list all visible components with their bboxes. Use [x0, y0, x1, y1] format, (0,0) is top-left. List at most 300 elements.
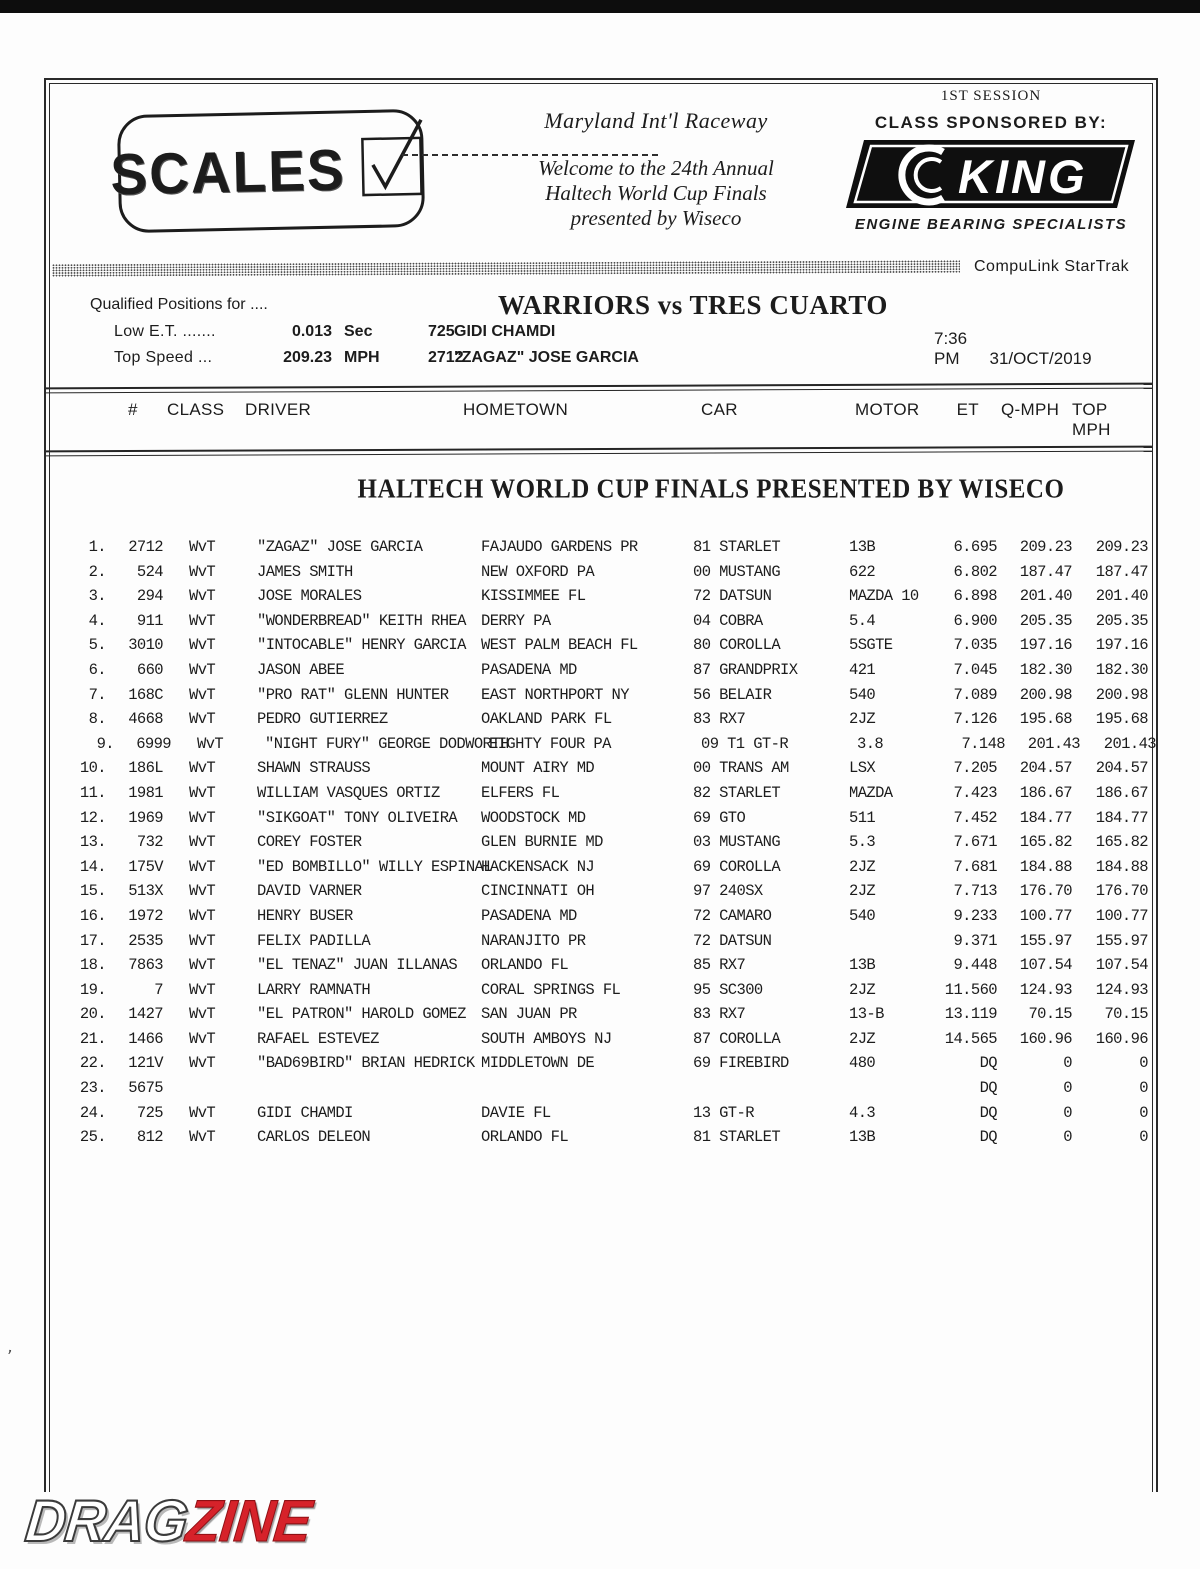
row-qmph: 155.97	[1019, 931, 1072, 950]
row-topmph: 0	[1139, 1128, 1148, 1147]
row-qmph: 200.98	[1019, 685, 1072, 704]
row-motor: 540	[849, 685, 876, 704]
timing-system-brand: CompuLink StarTrak	[974, 258, 1130, 275]
svg-text:KING: KING	[958, 150, 1088, 203]
row-class: WvT	[189, 882, 216, 901]
row-qmph: 195.68	[1019, 710, 1072, 729]
table-row	[56, 732, 1158, 757]
row-topmph: 160.96	[1095, 1029, 1148, 1048]
low-et-unit: Sec	[344, 323, 373, 340]
row-motor: 13B	[849, 956, 876, 975]
row-et: 7.671	[953, 833, 997, 852]
row-motor: 5.3	[849, 833, 876, 852]
row-car: 80 COROLLA	[693, 636, 781, 655]
col-header-motor: MOTOR	[855, 400, 920, 419]
row-et: 9.448	[953, 956, 997, 975]
table-row	[48, 855, 1150, 880]
row-car-number: 175V	[128, 857, 163, 876]
row-car: 87 COROLLA	[693, 1029, 781, 1048]
row-hometown: KISSIMMEE FL	[481, 587, 586, 606]
row-qmph: 160.96	[1019, 1029, 1072, 1048]
row-driver: "PRO RAT" GLENN HUNTER	[257, 685, 449, 704]
row-driver: "ZAGAZ" JOSE GARCIA	[257, 538, 423, 556]
row-car-number: 5675	[128, 1079, 163, 1098]
row-car: 00 TRANS AM	[693, 759, 789, 778]
row-motor: 5.4	[849, 611, 876, 630]
row-hometown: WEST PALM BEACH FL	[481, 636, 638, 655]
row-driver: PEDRO GUTIERREZ	[257, 710, 388, 729]
row-car: 03 MUSTANG	[693, 833, 781, 852]
row-position: 18.	[79, 956, 106, 975]
row-position: 20.	[79, 1005, 106, 1024]
table-row	[48, 584, 1150, 609]
row-topmph: 200.98	[1095, 685, 1148, 704]
row-driver: "SIKGOAT" TONY OLIVEIRA	[257, 808, 458, 827]
row-car-number: 4668	[128, 710, 163, 729]
row-et: DQ	[979, 1054, 997, 1073]
row-driver: LARRY RAMNATH	[257, 980, 371, 999]
row-car-number: 186L	[128, 759, 163, 778]
row-driver: JOSE MORALES	[257, 587, 362, 606]
row-class: WvT	[189, 1103, 216, 1122]
col-header-car: CAR	[701, 400, 738, 419]
row-motor: 13-B	[849, 1005, 884, 1024]
row-position: 3.	[88, 587, 106, 606]
table-row	[48, 806, 1150, 831]
row-qmph: 209.23	[1019, 538, 1072, 556]
dragzine-logo	[22, 1486, 314, 1554]
checkbox-checkmark-icon	[358, 117, 432, 203]
row-car: 95 SC300	[693, 980, 763, 999]
table-row	[48, 953, 1150, 978]
row-et: 6.695	[953, 538, 997, 556]
row-class: WvT	[189, 980, 216, 999]
row-topmph: 209.23	[1095, 538, 1148, 556]
row-car: 00 MUSTANG	[693, 562, 781, 581]
row-topmph: 197.16	[1095, 636, 1148, 655]
col-header-number: #	[128, 400, 138, 419]
row-driver: "NIGHT FURY" GEORGE DODWORTH	[265, 734, 509, 753]
table-row	[48, 1051, 1150, 1076]
row-et: 14.565	[944, 1029, 997, 1048]
row-car-number: 7863	[128, 956, 163, 975]
row-car: 72 DATSUN	[693, 931, 772, 950]
row-qmph: 184.77	[1019, 808, 1072, 827]
row-qmph: 70.15	[1028, 1005, 1072, 1024]
low-et-entry-number: 725	[428, 323, 455, 340]
row-qmph: 205.35	[1019, 611, 1072, 630]
row-driver: CARLOS DELEON	[257, 1128, 371, 1147]
row-position: 23.	[79, 1079, 106, 1098]
row-driver	[235, 1076, 479, 1101]
row-hometown: SAN JUAN PR	[481, 1005, 577, 1024]
row-position: 9.	[96, 734, 114, 753]
row-car: 09 T1 GT-R	[701, 734, 789, 753]
document-frame	[44, 78, 1158, 1492]
row-car-number: 294	[136, 587, 163, 606]
row-topmph: 182.30	[1095, 660, 1148, 679]
col-header-driver: DRIVER	[245, 400, 312, 419]
row-driver: JAMES SMITH	[257, 562, 353, 581]
table-row	[48, 633, 1150, 658]
table-row	[48, 781, 1150, 806]
row-car: 83 RX7	[693, 710, 746, 729]
row-position: 1.	[88, 538, 106, 556]
row-topmph: 204.57	[1095, 759, 1148, 778]
table-row	[48, 1101, 1150, 1126]
table-row	[48, 560, 1150, 585]
row-car-number: 1969	[128, 808, 163, 827]
sponsor-tagline: ENGINE BEARING SPECIALISTS	[854, 216, 1128, 233]
row-car: 87 GRANDPRIX	[693, 660, 798, 679]
table-row	[48, 1002, 1150, 1027]
welcome-line-1: Welcome to the 24th Annual	[538, 156, 774, 180]
table-row	[48, 904, 1150, 929]
table-row	[48, 879, 1150, 904]
row-hometown: SOUTH AMBOYS NJ	[481, 1029, 612, 1048]
row-class: WvT	[189, 759, 216, 778]
row-car	[677, 1076, 837, 1101]
row-topmph: 201.43	[1103, 734, 1156, 753]
row-motor	[837, 929, 937, 954]
table-row	[48, 683, 1150, 708]
row-car: 97 240SX	[693, 882, 763, 901]
row-topmph: 195.68	[1095, 710, 1148, 729]
track-name: Maryland Int'l Raceway	[544, 108, 768, 133]
row-position: 5.	[88, 636, 106, 655]
scan-edge-artifact	[0, 0, 1200, 13]
row-car: 72 DATSUN	[693, 587, 772, 606]
row-position: 25.	[79, 1128, 106, 1147]
king-bearings-logo	[811, 139, 1171, 214]
row-position: 15.	[79, 882, 106, 901]
row-car: 81 STARLET	[693, 1128, 781, 1147]
row-topmph: 201.40	[1095, 587, 1148, 606]
row-class: WvT	[189, 956, 216, 975]
event-header	[446, 108, 866, 231]
row-car-number: 3010	[128, 636, 163, 655]
row-topmph: 0	[1139, 1079, 1148, 1098]
row-hometown: GLEN BURNIE MD	[481, 833, 603, 852]
sponsor-block	[811, 88, 1171, 233]
table-row	[48, 929, 1150, 954]
top-speed-unit: MPH	[344, 349, 380, 366]
row-class	[163, 1076, 235, 1101]
row-driver: "EL TENAZ" JUAN ILLANAS	[257, 956, 458, 975]
row-qmph: 197.16	[1019, 636, 1072, 655]
row-position: 2.	[88, 562, 106, 581]
row-motor: 480	[849, 1054, 876, 1073]
row-topmph: 70.15	[1104, 1005, 1148, 1024]
scales-stamp	[109, 109, 425, 233]
row-hometown: MIDDLETOWN DE	[481, 1054, 595, 1073]
row-class: WvT	[189, 562, 216, 581]
row-qmph: 201.40	[1019, 587, 1072, 606]
top-speed-label: Top Speed ...	[114, 349, 213, 366]
col-spacer	[46, 400, 104, 440]
col-header-class: CLASS	[167, 400, 225, 419]
low-et-entry-name: GIDI CHAMDI	[454, 323, 556, 340]
row-et: 6.900	[953, 611, 997, 630]
hatch-separator	[52, 260, 960, 277]
row-et: 9.371	[953, 931, 997, 950]
session-date: 31/OCT/2019	[989, 349, 1092, 368]
row-topmph: 184.77	[1095, 808, 1148, 827]
row-car-number: 911	[136, 611, 163, 630]
row-motor: 2JZ	[849, 980, 876, 999]
row-hometown: EAST NORTHPORT NY	[481, 685, 629, 704]
row-hometown: FAJAUDO GARDENS PR	[481, 538, 638, 556]
row-car-number: 725	[136, 1103, 163, 1122]
row-motor: 540	[849, 906, 876, 925]
row-position: 6.	[88, 660, 106, 679]
row-motor: MAZDA 10	[849, 587, 919, 606]
row-driver: "ED BOMBILLO" WILLY ESPINAL	[257, 857, 492, 876]
row-hometown: PASADENA MD	[481, 660, 577, 679]
col-header-et: ET	[956, 400, 979, 419]
row-qmph: 0	[1063, 1054, 1072, 1073]
row-car-number: 812	[136, 1128, 163, 1147]
row-car: 85 RX7	[693, 956, 746, 975]
row-driver: "WONDERBREAD" KEITH RHEA	[257, 611, 466, 630]
row-qmph: 201.43	[1027, 734, 1080, 753]
row-car-number: 168C	[128, 685, 163, 704]
row-qmph: 107.54	[1019, 956, 1072, 975]
row-qmph: 0	[1063, 1128, 1072, 1147]
row-car: 82 STARLET	[693, 783, 781, 802]
row-motor: 3.8	[857, 734, 884, 753]
row-position: 22.	[79, 1054, 106, 1073]
row-qmph: 165.82	[1019, 833, 1072, 852]
row-driver: SHAWN STRAUSS	[257, 759, 371, 778]
row-class: WvT	[189, 660, 216, 679]
table-row	[48, 1027, 1150, 1052]
row-position: 16.	[79, 906, 106, 925]
table-row	[48, 1076, 1150, 1101]
row-qmph: 204.57	[1019, 759, 1072, 778]
row-driver: GIDI CHAMDI	[257, 1103, 353, 1122]
row-et: 6.898	[953, 587, 997, 606]
row-class: WvT	[189, 906, 216, 925]
row-topmph: 165.82	[1095, 833, 1148, 852]
row-car: 72 CAMARO	[693, 906, 772, 925]
row-et: DQ	[979, 1103, 997, 1122]
col-header-hometown: HOMETOWN	[463, 400, 569, 419]
row-position: 19.	[79, 980, 106, 999]
row-car: 56 BELAIR	[693, 685, 772, 704]
row-car-number: 2535	[128, 931, 163, 950]
top-speed-line	[114, 349, 639, 367]
session-time: 7:36 PM	[934, 329, 968, 368]
row-car: 04 COBRA	[693, 611, 763, 630]
qualified-positions-label: Qualified Positions for ....	[90, 296, 268, 313]
row-motor: 511	[849, 808, 876, 827]
row-driver: "EL PATRON" HAROLD GOMEZ	[257, 1005, 466, 1024]
row-hometown: ORLANDO FL	[481, 1128, 569, 1147]
low-et-label: Low E.T. .......	[114, 323, 216, 340]
row-car: 69 FIREBIRD	[693, 1054, 789, 1073]
row-topmph: 124.93	[1095, 980, 1148, 999]
row-class: WvT	[189, 1029, 216, 1048]
row-qmph: 187.47	[1019, 562, 1072, 581]
row-car-number: 2712	[128, 538, 163, 556]
row-class: WvT	[189, 1128, 216, 1147]
col-header-qmph: Q-MPH	[1001, 400, 1060, 419]
row-hometown: MOUNT AIRY MD	[481, 759, 595, 778]
row-car: 69 COROLLA	[693, 857, 781, 876]
row-class: WvT	[189, 1005, 216, 1024]
row-position: 14.	[79, 857, 106, 876]
table-row	[48, 830, 1150, 855]
row-driver: DAVID VARNER	[257, 882, 362, 901]
row-et: 7.126	[953, 710, 997, 729]
row-motor: LSX	[849, 759, 876, 778]
top-speed-entry-number: 2712	[428, 349, 464, 366]
row-hometown: EIGHTY FOUR PA	[489, 734, 611, 753]
row-et: 13.119	[944, 1005, 997, 1024]
row-driver: FELIX PADILLA	[257, 931, 371, 950]
row-position: 11.	[79, 783, 106, 802]
row-position: 13.	[79, 833, 106, 852]
row-et: 7.205	[953, 759, 997, 778]
row-motor: 2JZ	[849, 710, 876, 729]
row-class: WvT	[197, 734, 224, 753]
row-class: WvT	[189, 611, 216, 630]
row-car-number: 1466	[128, 1029, 163, 1048]
row-position: 8.	[88, 710, 106, 729]
row-hometown	[479, 1076, 677, 1101]
row-hometown: NEW OXFORD PA	[481, 562, 595, 581]
row-topmph: 184.88	[1095, 857, 1148, 876]
row-hometown: PASADENA MD	[481, 906, 577, 925]
row-et: 7.089	[953, 685, 997, 704]
sponsor-label: CLASS SPONSORED BY:	[874, 113, 1108, 132]
row-class: WvT	[189, 783, 216, 802]
row-et: 7.681	[953, 857, 997, 876]
table-row	[48, 535, 1150, 560]
row-topmph: 176.70	[1095, 882, 1148, 901]
row-topmph: 155.97	[1095, 931, 1148, 950]
row-motor: 13B	[849, 1128, 876, 1147]
row-et: 7.713	[953, 882, 997, 901]
row-car-number: 1972	[128, 906, 163, 925]
row-qmph: 176.70	[1019, 882, 1072, 901]
row-position: 4.	[88, 611, 106, 630]
row-car-number: 524	[136, 562, 163, 581]
row-et: 7.452	[953, 808, 997, 827]
scan-noise-mark: ’	[2, 1345, 14, 1367]
row-motor: 2JZ	[849, 857, 876, 876]
row-motor: 4.3	[849, 1103, 876, 1122]
row-hometown: CINCINNATI OH	[481, 882, 595, 901]
row-driver: WILLIAM VASQUES ORTIZ	[257, 783, 440, 802]
row-class: WvT	[189, 636, 216, 655]
table-row	[48, 756, 1150, 781]
row-driver: HENRY BUSER	[257, 906, 353, 925]
row-car: 13 GT-R	[693, 1103, 754, 1122]
low-et-value: 0.013	[291, 323, 332, 340]
row-topmph: 205.35	[1095, 611, 1148, 630]
row-qmph: 184.88	[1019, 857, 1072, 876]
row-topmph: 187.47	[1095, 562, 1148, 581]
row-qmph: 124.93	[1019, 980, 1072, 999]
row-position: 17.	[79, 931, 106, 950]
row-class: WvT	[189, 931, 216, 950]
row-motor: 421	[849, 660, 876, 679]
row-car: 81 STARLET	[693, 538, 781, 556]
table-row	[48, 658, 1150, 683]
row-et: DQ	[979, 1079, 997, 1098]
row-motor	[837, 1076, 937, 1101]
row-class: WvT	[189, 808, 216, 827]
row-et: 6.802	[953, 562, 997, 581]
row-qmph: 0	[1063, 1103, 1072, 1122]
top-speed-entry-name: "ZAGAZ" JOSE GARCIA	[454, 349, 639, 366]
row-topmph: 100.77	[1095, 906, 1148, 925]
row-position: 7.	[88, 685, 106, 704]
row-class: WvT	[189, 833, 216, 852]
row-hometown: ORLANDO FL	[481, 956, 569, 975]
row-hometown: DAVIE FL	[481, 1103, 551, 1122]
row-driver: "BAD69BIRD" BRIAN HEDRICK	[257, 1054, 475, 1073]
row-et: 7.148	[961, 734, 1005, 753]
row-hometown: NARANJITO PR	[481, 931, 586, 950]
row-driver: "INTOCABLE" HENRY GARCIA	[257, 636, 466, 655]
low-et-line	[114, 323, 555, 341]
row-hometown: ELFERS FL	[481, 783, 560, 802]
row-qmph: 0	[1063, 1079, 1072, 1098]
row-driver: COREY FOSTER	[257, 833, 362, 852]
dragzine-logo-drag: DRAG	[22, 1487, 191, 1554]
row-et: 11.560	[944, 980, 997, 999]
row-car-number: 1981	[128, 783, 163, 802]
row-hometown: WOODSTOCK MD	[481, 808, 586, 827]
table-row	[48, 978, 1150, 1003]
row-topmph: 0	[1139, 1103, 1148, 1122]
col-header-topmph: TOP MPH	[1072, 400, 1111, 439]
table-row	[48, 1125, 1150, 1150]
row-class: WvT	[189, 587, 216, 606]
row-motor: 2JZ	[849, 882, 876, 901]
row-car-number: 732	[136, 833, 163, 852]
row-position: 10.	[79, 759, 106, 778]
row-topmph: 186.67	[1095, 783, 1148, 802]
row-qmph: 186.67	[1019, 783, 1072, 802]
welcome-line-2: Haltech World Cup Finals	[545, 181, 767, 205]
table-row	[48, 707, 1150, 732]
row-topmph: 107.54	[1095, 956, 1148, 975]
matchup-title: WARRIORS vs TRES CUARTO	[498, 290, 888, 320]
row-motor: MAZDA	[849, 783, 893, 802]
row-hometown: OAKLAND PARK FL	[481, 710, 612, 729]
dragzine-logo-zine: ZINE	[183, 1487, 314, 1554]
row-et: 9.233	[953, 906, 997, 925]
row-car: 69 GTO	[693, 808, 746, 827]
welcome-line-3: presented by Wiseco	[570, 206, 742, 230]
row-driver: JASON ABEE	[257, 660, 345, 679]
row-et: 7.045	[953, 660, 997, 679]
row-position: 21.	[79, 1029, 106, 1048]
row-et: 7.423	[953, 783, 997, 802]
row-hometown: HACKENSACK NJ	[481, 857, 595, 876]
row-et: 7.035	[953, 636, 997, 655]
row-motor: 5SGTE	[849, 636, 893, 655]
row-car-number: 1427	[128, 1005, 163, 1024]
row-hometown: CORAL SPRINGS FL	[481, 980, 621, 999]
row-topmph: 0	[1139, 1054, 1148, 1073]
row-car: 83 RX7	[693, 1005, 746, 1024]
row-car-number: 121V	[128, 1054, 163, 1073]
